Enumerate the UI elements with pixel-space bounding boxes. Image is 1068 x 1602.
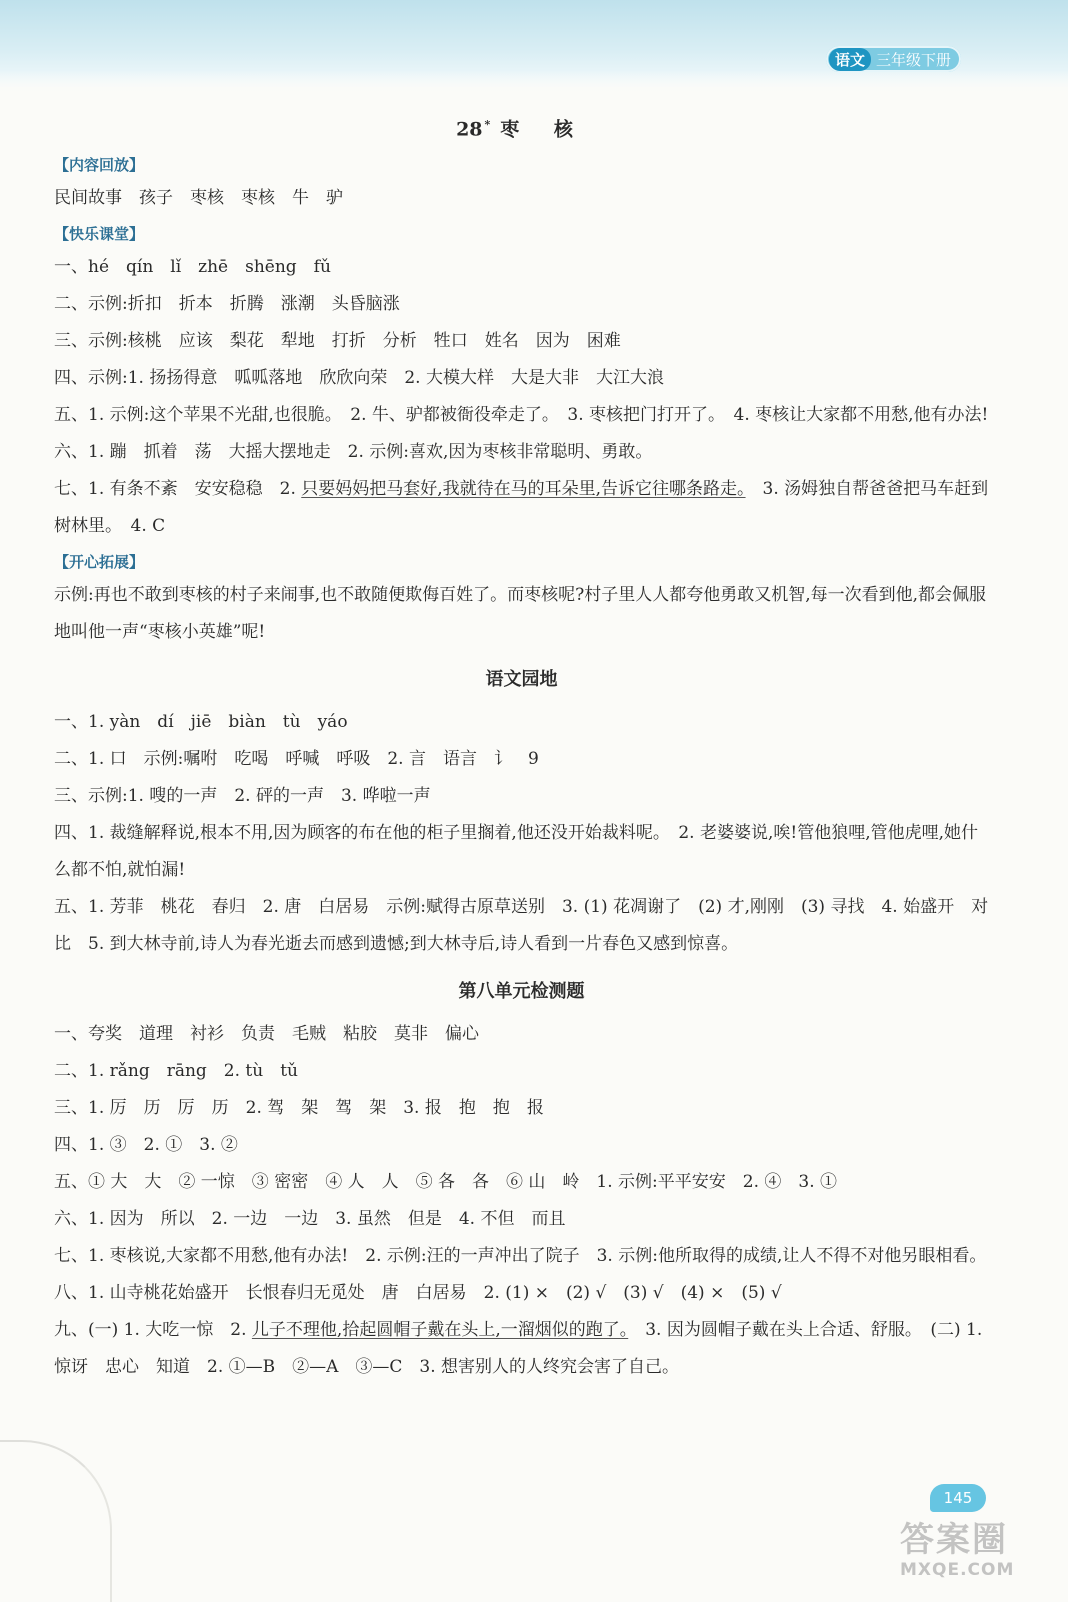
page-number: 145 [930,1484,986,1512]
unit8-q8: 八、1. 山寺桃花始盛开 长恨春归无觅处 唐 白居易 2. (1) × (2) √ (3) √ (4) × (5) √ [54,1283,782,1304]
unit8-q3: 三、1. 厉 历 厉 历 2. 驾 架 驾 架 3. 报 抱 抱 报 [54,1098,544,1119]
tag-expand: 【开心拓展】 [54,553,145,572]
expand-text: 示例:再也不敢到枣核的村子来闹事,也不敢随便欺侮百姓了。而枣核呢?村子里人人都夸他勇敢又机智,每一次看到他,都会佩服地叫他一声“枣核小英雄”呢! [54,585,987,643]
answer-content [54,100,989,1386]
garden-title: 语文园地 [485,669,558,691]
lesson-q7-b: 3. 汤姆独自帮爸爸把马车赶到树林里。 4. C [54,479,989,537]
subject-badge: 语文 [829,48,871,71]
unit8-q9-b: 3. 因为圆帽子戴在头上合适、舒服。 (二) 1. 惊讶 忠心 知道 2. ①—B ②—A ③—C 3. 想害别人的人终究会害了自己。 [54,1320,983,1378]
lesson-q1: 一、hé qín lǐ zhē shēng fǔ [54,257,331,278]
lesson-q7 [54,471,989,545]
lesson-q7-a: 七、1. 有条不紊 安安稳稳 2. [54,479,302,500]
page-curl-decoration [0,1440,112,1602]
unit8-q9-underlined: 儿子不理他,拾起圆帽子戴在头上,一溜烟似的跑了。 [251,1320,629,1341]
lesson-q6: 六、1. 蹦 抓着 荡 大摇大摆地走 2. 示例:喜欢,因为枣核非常聪明、勇敢。 [54,442,653,463]
watermark-glyphs: 答案圈 [900,1520,1008,1560]
unit8-q6: 六、1. 因为 所以 2. 一边 一边 3. 虽然 但是 4. 不但 而且 [54,1209,566,1230]
garden-q2: 二、1. 口 示例:嘱咐 吃喝 呼喊 呼吸 2. 言 语言 讠 9 [54,749,539,770]
lesson-q4: 四、示例:1. 扬扬得意 呱呱落地 欣欣向荣 2. 大模大样 大是大非 大江大浪 [54,368,664,389]
grade-label: 三年级下册 [876,50,952,69]
lesson-title [54,106,989,148]
garden-q4: 四、1. 裁缝解释说,根本不用,因为顾客的布在他的柜子里搁着,他还没开始裁料呢。 2. 老婆婆说,唉!管他狼哩,管他虎哩,她什么都不怕,就怕漏! [54,823,978,881]
subject-tab [826,46,961,72]
unit8-q5: 五、① 大 大 ② 一惊 ③ 密密 ④ 人 人 ⑤ 各 各 ⑥ 山 岭 1. 示例:平平安安 2. ④ 3. ① [54,1172,838,1193]
tag-review: 【内容回放】 [54,156,145,175]
unit8-q4: 四、1. ③ 2. ① 3. ② [54,1135,238,1156]
unit8-q7: 七、1. 枣核说,大家都不用愁,他有办法! 2. 示例:汪的一声冲出了院子 3. 示例:他所取得的成绩,让人不得不对他另眼相看。 [54,1246,987,1267]
lesson-q3: 三、示例:核桃 应该 梨花 犁地 打折 分析 牲口 姓名 因为 困难 [54,331,621,352]
watermark-url: MXQE.COM [900,1560,1015,1580]
unit8-q9-a: 九、(一) 1. 大吃一惊 2. [54,1320,252,1341]
unit8-q2: 二、1. rǎng rāng 2. tù tǔ [54,1061,298,1082]
review-line: 民间故事 孩子 枣核 枣核 牛 驴 [54,188,343,209]
lesson-q7-underlined: 只要妈妈把马套好,我就待在马的耳朵里,告诉它往哪条路走。 [301,479,746,500]
unit8-title: 第八单元检测题 [458,981,585,1003]
garden-q3: 三、示例:1. 嗖的一声 2. 砰的一声 3. 哗啦一声 [54,786,431,807]
lesson-name: 枣 核 [500,118,587,141]
lesson-number: 28 [456,118,483,141]
lesson-q2: 二、示例:折扣 折本 折腾 涨潮 头昏脑涨 [54,294,400,315]
garden-q1: 一、1. yàn dí jiē biàn tù yáo [54,712,348,733]
unit8-q9 [54,1312,989,1386]
tag-class: 【快乐课堂】 [54,225,145,244]
site-watermark [900,1520,1060,1590]
lesson-q5: 五、1. 示例:这个苹果不光甜,也很脆。 2. 牛、驴都被衙役牵走了。 3. 枣核把门打开了。 4. 枣核让大家都不用愁,他有办法! [54,405,989,426]
lesson-mark: * [484,118,491,131]
unit8-q1: 一、夸奖 道理 衬衫 负责 毛贼 粘胶 莫非 偏心 [54,1024,479,1045]
garden-q5: 五、1. 芳菲 桃花 春归 2. 唐 白居易 示例:赋得古原草送别 3. (1) 花凋谢了 (2) 才,刚刚 (3) 寻找 4. 始盛开 对比 5. 到大林寺前,诗人为春光逝去而感到遗憾;到大林寺后,诗人看到一片春色又感到惊喜。 [54,897,989,955]
